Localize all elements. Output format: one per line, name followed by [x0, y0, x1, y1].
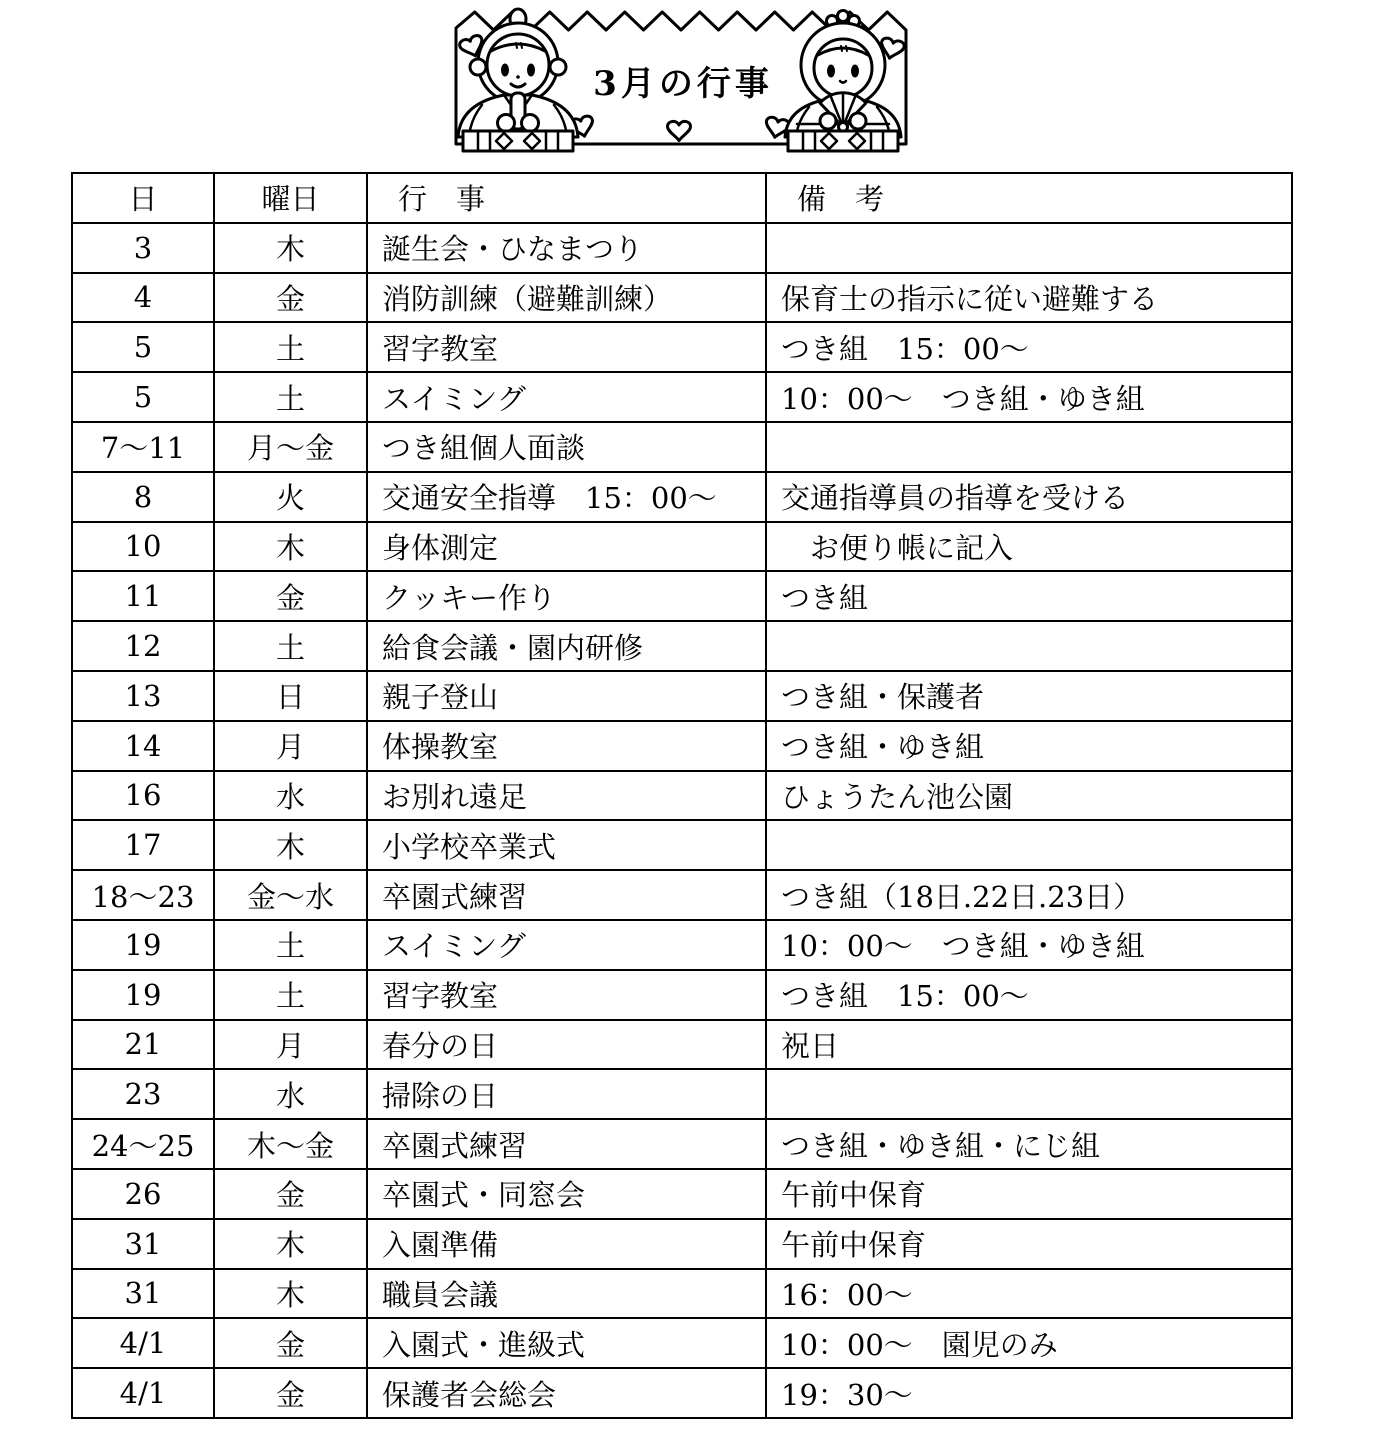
- note-cell: お便り帳に記入: [766, 522, 1292, 572]
- note-cell: ひょうたん池公園: [766, 771, 1292, 821]
- note-cell: つき組・ゆき組: [766, 721, 1292, 771]
- table-row: [72, 322, 1292, 372]
- event-cell: 職員会議: [367, 1269, 766, 1319]
- event-cell: 習字教室: [367, 970, 766, 1020]
- day-cell: 19: [72, 970, 214, 1020]
- event-cell: スイミング: [367, 920, 766, 970]
- day-cell: 10: [72, 522, 214, 572]
- note-cell: つき組 15：00～: [766, 322, 1292, 372]
- day-cell: 4/1: [72, 1318, 214, 1368]
- table-row: [72, 422, 1292, 472]
- event-cell: 春分の日: [367, 1020, 766, 1070]
- note-cell: 19：30～: [766, 1368, 1292, 1418]
- note-cell: つき組・ゆき組・にじ組: [766, 1119, 1292, 1169]
- event-cell: 卒園式・同窓会: [367, 1169, 766, 1219]
- weekday-cell: 金: [214, 1318, 367, 1368]
- day-cell: 21: [72, 1020, 214, 1070]
- day-cell: 8: [72, 472, 214, 522]
- weekday-cell: 木～金: [214, 1119, 367, 1169]
- event-cell: 給食会議・園内研修: [367, 621, 766, 671]
- note-cell: 10：00～ つき組・ゆき組: [766, 372, 1292, 422]
- day-cell: 31: [72, 1219, 214, 1269]
- event-cell: 体操教室: [367, 721, 766, 771]
- header-row: [72, 173, 1292, 223]
- note-cell: つき組: [766, 571, 1292, 621]
- table-row: [72, 472, 1292, 522]
- weekday-cell: 土: [214, 322, 367, 372]
- day-cell: 5: [72, 372, 214, 422]
- day-cell: 23: [72, 1069, 214, 1119]
- table-row: [72, 1368, 1292, 1418]
- banner: [454, 4, 912, 158]
- weekday-cell: 土: [214, 970, 367, 1020]
- weekday-cell: 木: [214, 522, 367, 572]
- event-cell: 親子登山: [367, 671, 766, 721]
- table-row: [72, 223, 1292, 273]
- note-cell: 午前中保育: [766, 1169, 1292, 1219]
- table-row: [72, 820, 1292, 870]
- note-cell: 交通指導員の指導を受ける: [766, 472, 1292, 522]
- day-cell: 14: [72, 721, 214, 771]
- header-event: 行 事: [367, 173, 766, 223]
- table-row: [72, 621, 1292, 671]
- weekday-cell: 土: [214, 621, 367, 671]
- header-weekday: 曜日: [214, 173, 367, 223]
- event-cell: スイミング: [367, 372, 766, 422]
- weekday-cell: 土: [214, 920, 367, 970]
- day-cell: 24～25: [72, 1119, 214, 1169]
- weekday-cell: 木: [214, 820, 367, 870]
- weekday-cell: 土: [214, 372, 367, 422]
- event-cell: 誕生会・ひなまつり: [367, 223, 766, 273]
- event-cell: 習字教室: [367, 322, 766, 372]
- event-cell: 身体測定: [367, 522, 766, 572]
- weekday-cell: 金: [214, 571, 367, 621]
- note-cell: [766, 820, 1292, 870]
- note-cell: [766, 621, 1292, 671]
- table-row: [72, 721, 1292, 771]
- header-note: 備 考: [766, 173, 1292, 223]
- event-cell: 消防訓練（避難訓練）: [367, 273, 766, 323]
- event-cell: クッキー作り: [367, 571, 766, 621]
- weekday-cell: 水: [214, 771, 367, 821]
- weekday-cell: 木: [214, 1219, 367, 1269]
- weekday-cell: 金: [214, 1368, 367, 1418]
- table-row: [72, 671, 1292, 721]
- table-row: [72, 1020, 1292, 1070]
- event-cell: 交通安全指導 15：00～: [367, 472, 766, 522]
- event-cell: 保護者会総会: [367, 1368, 766, 1418]
- event-cell: お別れ遠足: [367, 771, 766, 821]
- note-cell: [766, 422, 1292, 472]
- table-row: [72, 1219, 1292, 1269]
- note-cell: 祝日: [766, 1020, 1292, 1070]
- weekday-cell: 金: [214, 1169, 367, 1219]
- table-row: [72, 1119, 1292, 1169]
- weekday-cell: 水: [214, 1069, 367, 1119]
- table-row: [72, 1269, 1292, 1319]
- note-cell: [766, 223, 1292, 273]
- header-day: 日: [72, 173, 214, 223]
- table-row: [72, 1069, 1292, 1119]
- day-cell: 17: [72, 820, 214, 870]
- day-cell: 13: [72, 671, 214, 721]
- weekday-cell: 月: [214, 1020, 367, 1070]
- note-cell: 保育士の指示に従い避難する: [766, 273, 1292, 323]
- weekday-cell: 火: [214, 472, 367, 522]
- event-cell: 掃除の日: [367, 1069, 766, 1119]
- weekday-cell: 金: [214, 273, 367, 323]
- day-cell: 12: [72, 621, 214, 671]
- weekday-cell: 金～水: [214, 870, 367, 920]
- table-row: [72, 522, 1292, 572]
- event-cell: 入園準備: [367, 1219, 766, 1269]
- weekday-cell: 月～金: [214, 422, 367, 472]
- table-row: [72, 970, 1292, 1020]
- note-cell: 10：00～ 園児のみ: [766, 1318, 1292, 1368]
- day-cell: 5: [72, 322, 214, 372]
- events-table-body: [72, 223, 1292, 1418]
- table-row: [72, 920, 1292, 970]
- day-cell: 16: [72, 771, 214, 821]
- note-cell: つき組・保護者: [766, 671, 1292, 721]
- day-cell: 18～23: [72, 870, 214, 920]
- weekday-cell: 月: [214, 721, 367, 771]
- table-row: [72, 771, 1292, 821]
- note-cell: [766, 1069, 1292, 1119]
- day-cell: 3: [72, 223, 214, 273]
- events-table: [71, 172, 1293, 1419]
- table-row: [72, 870, 1292, 920]
- event-cell: 小学校卒業式: [367, 820, 766, 870]
- note-cell: 16：00～: [766, 1269, 1292, 1319]
- event-cell: つき組個人面談: [367, 422, 766, 472]
- note-cell: 10：00～ つき組・ゆき組: [766, 920, 1292, 970]
- event-cell: 入園式・進級式: [367, 1318, 766, 1368]
- day-cell: 26: [72, 1169, 214, 1219]
- day-cell: 4: [72, 273, 214, 323]
- banner-title: 3月の行事: [593, 64, 773, 104]
- note-cell: つき組（18日.22日.23日）: [766, 870, 1292, 920]
- table-row: [72, 1318, 1292, 1368]
- day-cell: 19: [72, 920, 214, 970]
- day-cell: 7～11: [72, 422, 214, 472]
- table-row: [72, 1169, 1292, 1219]
- event-cell: 卒園式練習: [367, 870, 766, 920]
- table-row: [72, 273, 1292, 323]
- event-cell: 卒園式練習: [367, 1119, 766, 1169]
- weekday-cell: 日: [214, 671, 367, 721]
- note-cell: つき組 15：00～: [766, 970, 1292, 1020]
- table-row: [72, 372, 1292, 422]
- weekday-cell: 木: [214, 1269, 367, 1319]
- note-cell: 午前中保育: [766, 1219, 1292, 1269]
- weekday-cell: 木: [214, 223, 367, 273]
- day-cell: 4/1: [72, 1368, 214, 1418]
- day-cell: 11: [72, 571, 214, 621]
- table-row: [72, 571, 1292, 621]
- day-cell: 31: [72, 1269, 214, 1319]
